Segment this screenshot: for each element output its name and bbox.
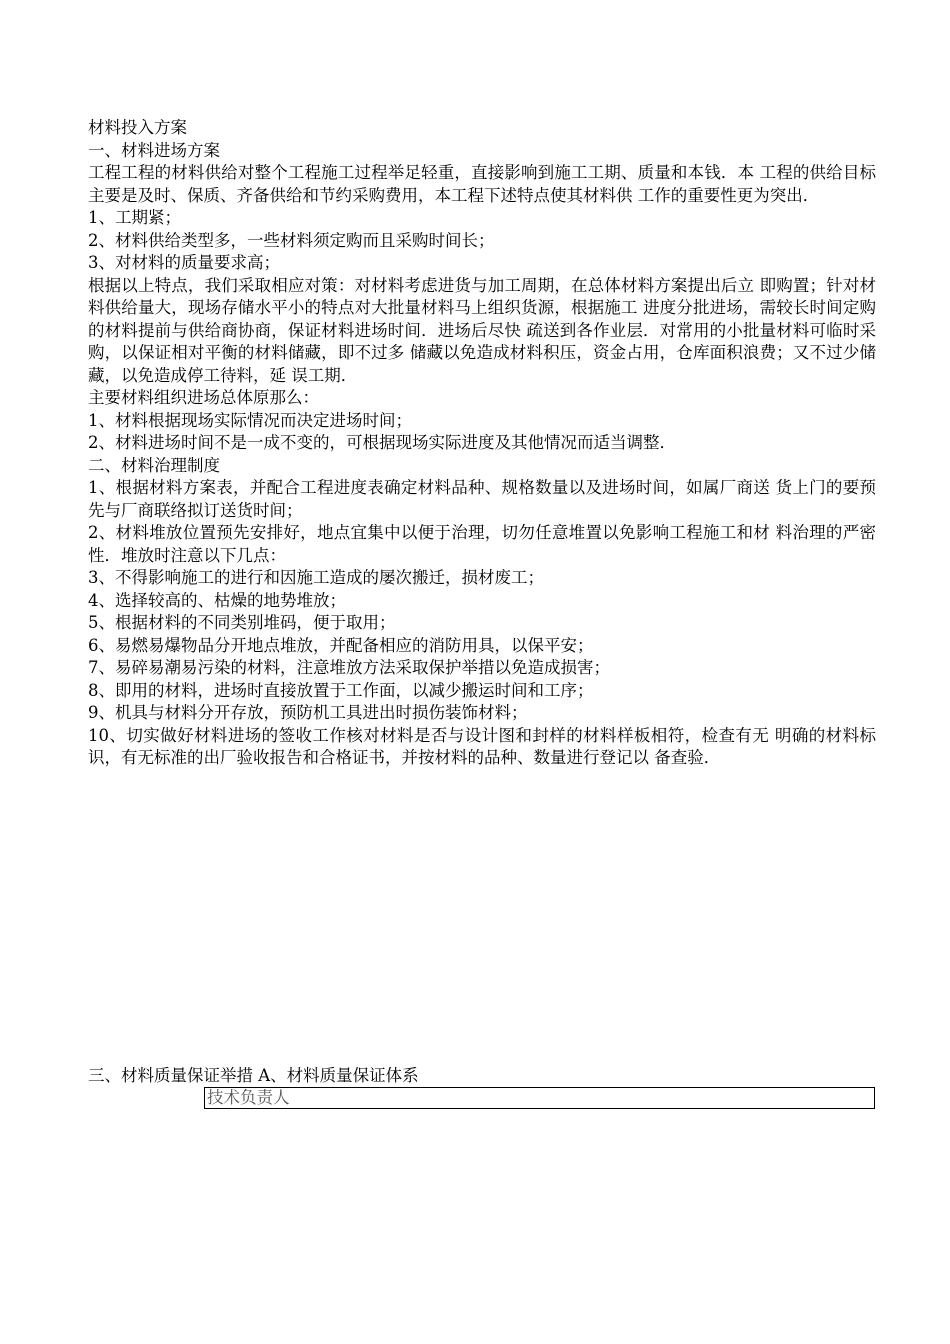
list-item: 2、材料供给类型多，一些材料须定购而且采购时间长； (88, 230, 495, 250)
list-item: 6、易燃易爆物品分开地点堆放，并配备相应的消防用具，以保平安； (88, 635, 594, 655)
paragraph: 主要材料组织进场总体原那么： (88, 388, 319, 407)
list-item: 3、对材料的质量要求高； (88, 253, 280, 272)
document-body (88, 117, 876, 770)
list-item: 10、切实做好材料进场的签收工作核对材料是否与设计图和封样的材料样板相符，检查有无 明确的材料标识，有无标准的出厂验收报告和合格证书，并按材料的品种、数量进行登记以 备查验． (88, 725, 876, 767)
list-item: 1、工期紧； (88, 208, 181, 227)
paragraph: 工程工程的材料供给对整个工程施工过程举足轻重，直接影响到施工工期、质量和本钱．本 工程的供给目标主要是及时、保质、齐备供给和节约采购费用，本工程下述特点使其材料供 工作的重要性更为突出． (88, 163, 876, 205)
list-item: 7、易碎易潮易污染的材料，注意堆放方法采取保护举措以免造成损害； (88, 658, 610, 677)
org-chart-box-tech-lead: 技术负责人 (204, 1087, 875, 1109)
list-item: 9、机具与材料分开存放，预防机工具进出时损伤装饰材料； (88, 703, 528, 722)
list-item: 5、根据材料的不同类别堆码，便于取用； (88, 613, 396, 632)
list-item: 2、材料堆放位置预先安排好，地点宜集中以便于治理，切勿任意堆置以免影响工程施工和材 料治理的严密性．堆放时注意以下几点： (88, 523, 876, 565)
list-item: 4、选择较高的、枯燥的地势堆放； (88, 590, 346, 610)
paragraph: 根据以上特点，我们采取相应对策：对材料考虑进货与加工周期，在总体材料方案提出后立 即购置；针对材料供给量大，现场存储水平小的特点对大批量材料马上组织货源，根据施工 进度分批进场，需较长时间定购的材料提前与供给商协商，保证材料进场时间．进场后尽快 疏送到各作业层．对常用的小批量材料可临时采购，以保证相对平衡的材料储藏，即不过多 储藏以免造成材料积压，资金占用，仓库面积浪费；又不过少储藏，以免造成停工待料，延 误工期． (88, 275, 876, 385)
list-item: 3、不得影响施工的进行和因施工造成的屡次搬迁，损材废工； (88, 568, 544, 587)
document-title: 材料投入方案 (88, 118, 187, 137)
list-item: 2、材料进场时间不是一成不变的，可根据现场实际进度及其他情况而适当调整． (88, 433, 676, 452)
section-heading-3: 三、材料质量保证举措 A、材料质量保证体系 (88, 1066, 419, 1085)
section-heading-1: 一、材料进场方案 (88, 140, 220, 160)
list-item: 1、根据材料方案表，并配合工程进度表确定材料品种、规格数量以及进场时间，如属厂商送 货上门的要预先与厂商联络拟订送货时间； (88, 478, 876, 520)
list-item: 8、即用的材料，进场时直接放置于工作面，以减少搬运时间和工序； (88, 680, 594, 700)
list-item: 1、材料根据现场实际情况而决定进场时间； (88, 410, 412, 430)
section-heading-2: 二、材料治理制度 (88, 455, 220, 475)
